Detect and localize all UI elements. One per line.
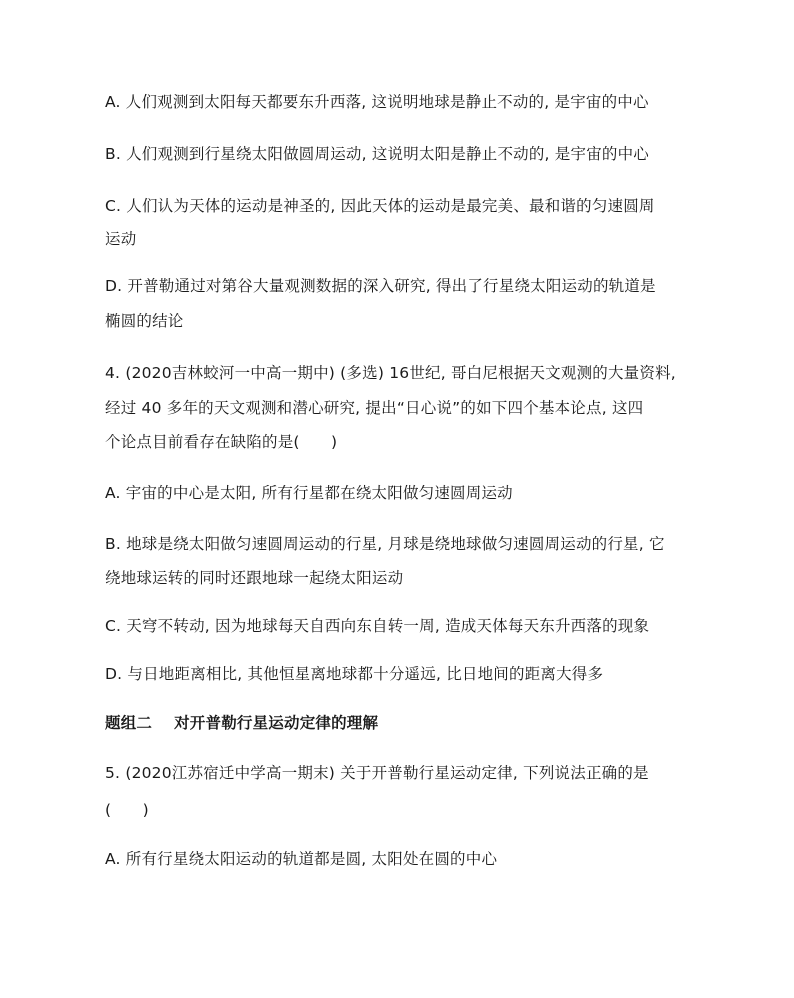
q4-option-d: D. 与日地距离相比, 其他恒星离地球都十分遥远, 比日地间的距离大得多: [105, 665, 604, 683]
q4-option-c: C. 天穹不转动, 因为地球每天自西向东自转一周, 造成天体每天东升西落的现象: [105, 617, 650, 635]
section-title: 对开普勒行星运动定律的理解: [174, 714, 379, 732]
q5-option-a: A. 所有行星绕太阳运动的轨道都是圆, 太阳处在圆的中心: [105, 850, 498, 868]
q4-option-b-line2: 绕地球运转的同时还跟地球一起绕太阳运动: [105, 569, 404, 587]
q3-option-b: B. 人们观测到行星绕太阳做圆周运动, 这说明太阳是静止不动的, 是宇宙的中心: [105, 145, 649, 163]
q4-stem-line1: 4. (2020吉林蛟河一中高一期中) (多选) 16世纪, 哥白尼根据天文观测的大量资料,: [105, 364, 676, 382]
q3-option-c-line1: C. 人们认为天体的运动是神圣的, 因此天体的运动是最完美、最和谐的匀速圆周: [105, 197, 655, 215]
q3-option-d-line2: 椭圆的结论: [105, 312, 184, 330]
q5-stem-line2: ( ): [105, 801, 149, 819]
q4-option-a: A. 宇宙的中心是太阳, 所有行星都在绕太阳做匀速圆周运动: [105, 484, 513, 502]
section-label: 题组二: [105, 714, 153, 732]
q4-stem-line2: 经过 40 多年的天文观测和潜心研究, 提出“日心说”的如下四个基本论点, 这四: [105, 399, 644, 417]
q4-stem-line3: 个论点目前看存在缺陷的是( ): [105, 433, 338, 451]
q4-option-b-line1: B. 地球是绕太阳做匀速圆周运动的行星, 月球是绕地球做匀速圆周运动的行星, 它: [105, 535, 665, 553]
section-heading: [105, 713, 378, 733]
q3-option-d-line1: D. 开普勒通过对第谷大量观测数据的深入研究, 得出了行星绕太阳运动的轨道是: [105, 277, 656, 295]
q3-option-c-line2: 运动: [105, 230, 137, 248]
q3-option-a: A. 人们观测到太阳每天都要东升西落, 这说明地球是静止不动的, 是宇宙的中心: [105, 93, 649, 111]
q5-stem-line1: 5. (2020江苏宿迁中学高一期末) 关于开普勒行星运动定律, 下列说法正确的是: [105, 764, 649, 782]
